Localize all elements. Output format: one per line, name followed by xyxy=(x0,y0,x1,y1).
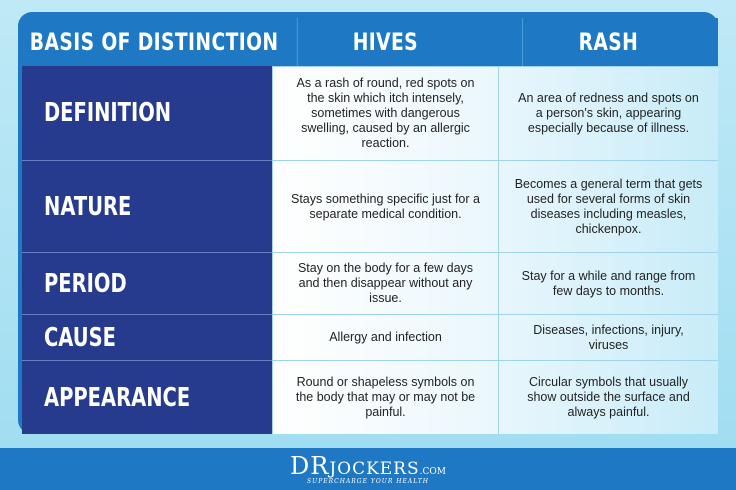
logo-dr: DR xyxy=(290,451,330,480)
hives-definition-cell: As a rash of round, red spots on the skin which itch intensely, sometimes with dangerous swelling, caused by an allergic reaction. xyxy=(272,66,498,160)
hives-period-cell: Stay on the body for a few days and then disappear without any issue. xyxy=(272,252,498,314)
drjockers-logo xyxy=(290,451,446,485)
hives-cause-cell: Allergy and infection xyxy=(272,314,498,360)
row-label-nature: NATURE xyxy=(22,160,272,252)
rash-nature-cell: Becomes a general term that gets used for several forms of skin diseases including measles, chickenpox. xyxy=(498,160,718,252)
rash-cause-cell: Diseases, infections, injury, viruses xyxy=(498,314,718,360)
logo-tagline: SUPERCHARGE YOUR HEALTH xyxy=(307,477,429,485)
row-label-cause: CAUSE xyxy=(22,314,272,360)
comparison-table xyxy=(22,18,718,430)
header-rash: RASH xyxy=(522,18,694,66)
footer-bar xyxy=(0,448,736,490)
rash-appearance-cell: Circular symbols that usually show outside the surface and always painful. xyxy=(498,360,718,434)
comparison-card xyxy=(18,12,718,434)
hives-nature-cell: Stays something specific just for a separate medical condition. xyxy=(272,160,498,252)
header-basis: BASIS OF DISTINCTION xyxy=(29,28,279,56)
row-label-definition: DEFINITION xyxy=(22,66,272,160)
row-label-appearance: APPEARANCE xyxy=(22,360,272,434)
rash-period-cell: Stay for a while and range from few days to months. xyxy=(498,252,718,314)
header-hives: HIVES xyxy=(297,18,473,66)
logo-name: JOCKERS xyxy=(329,458,420,479)
rash-definition-cell: An area of redness and spots on a person's skin, appearing especially because of illness. xyxy=(498,66,718,160)
hives-appearance-cell: Round or shapeless symbols on the body that may or may not be painful. xyxy=(272,360,498,434)
logo-domain: .COM xyxy=(419,466,446,477)
row-label-period: PERIOD xyxy=(22,252,272,314)
